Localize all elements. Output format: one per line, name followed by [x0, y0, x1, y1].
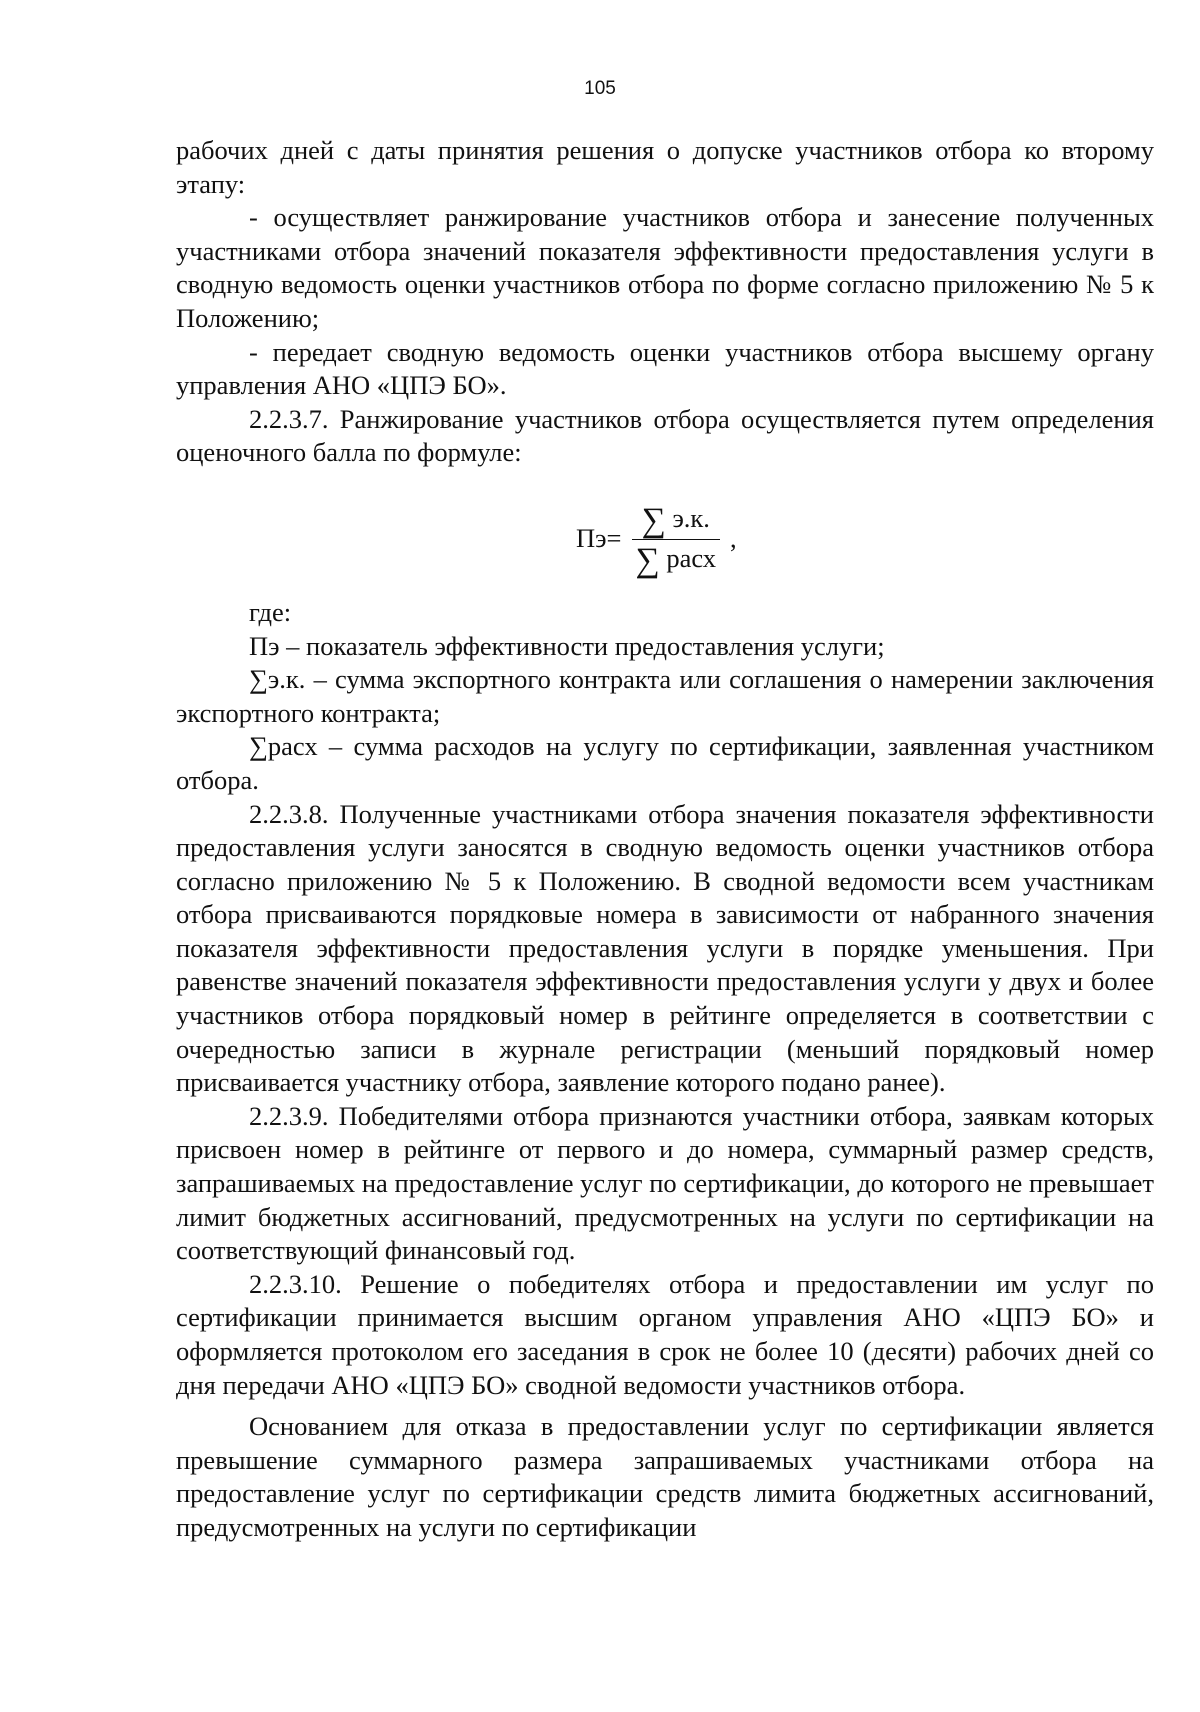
numerator-text: э.к. [672, 502, 710, 533]
paragraph-intro-continuation: рабочих дней с даты принятия решения о допуске участников отбора ко второму этапу: [176, 135, 1154, 199]
formula-denominator [625, 540, 726, 579]
formula-tail: , [730, 523, 737, 554]
denominator-text: расх [666, 542, 717, 573]
formula-lhs: Пэ= [576, 523, 622, 554]
list-item-transfer: - передает сводную ведомость оценки участников отбора высшему органу управления АНО «ЦПЭ БО». [176, 336, 1154, 401]
page-number: 105 [584, 78, 616, 99]
list-item-ranking: - осуществляет ранжирование участников отбора и занесение полученных участниками отбора значений показателя эффективности предоставления услуги в сводную ведомость оценки участников отбора по форме согласно приложению № 5 к Положению; [176, 202, 1154, 333]
definition-pe: Пэ – показатель эффективности предоставления услуги; [249, 630, 885, 661]
paragraph-2-2-3-10: 2.2.3.10. Решение о победителях отбора и предоставлении им услуг по сертификации принимается высшим органом управления АНО «ЦПЭ БО» и оформляется протоколом его заседания в срок не более 10 (десяти) рабочих дней со дня передачи АНО «ЦПЭ БО» сводной ведомости участников отбора. [176, 1268, 1154, 1400]
paragraph-2-2-3-9: 2.2.3.9. Победителями отбора признаются участники отбора, заявкам которых присвоен номер в рейтинге от первого и до номера, суммарный размер средств, запрашиваемых на предоставление услуг по сертификации, до которого не превышает лимит бюджетных ассигнований, предусмотренных на услуги по сертификации на соответствующий финансовый год. [176, 1100, 1154, 1266]
definition-ek-text: – сумма экспортного контракта или соглашения о намерении заключения экспортного контракта; [176, 664, 1154, 728]
efficiency-formula [176, 476, 1154, 594]
where-label: где: [249, 596, 292, 627]
paragraph-2-2-3-8: 2.2.3.8. Полученные участниками отбора значения показателя эффективности предоставления услуги заносятся в сводную ведомость оценки участников отбора согласно приложению № 5 к Положению. В сводной ведомости всем участникам отбора присваиваются порядковые номера в зависимости от набранного значения показателя эффективности предоставления услуги в порядке уменьшения. При равенстве значений показателя эффективности предоставления услуги у двух и более участников отбора порядковый номер в рейтинге определяется в соответствии с очередностью записи в журнале регистрации (меньший порядковый номер присваивается участнику отбора, заявление которого подано ранее). [176, 798, 1154, 1098]
sum-rasx-symbol: ∑расх [249, 731, 318, 762]
definition-rasx-text: – сумма расходов на услугу по сертификации, заявленная участником отбора. [176, 731, 1154, 795]
definition-export-contract [176, 663, 1154, 730]
paragraph-2-2-3-7: 2.2.3.7. Ранжирование участников отбора осуществляется путем определения оценочного балла по формуле: [176, 403, 1154, 468]
sum-ek-symbol: ∑э.к. [249, 664, 306, 695]
formula-fraction [625, 501, 726, 579]
sigma-symbol: ∑ [635, 541, 660, 579]
sigma-symbol: ∑ [641, 501, 666, 539]
definition-expenses [176, 730, 1154, 797]
paragraph-refusal-basis: Основанием для отказа в предоставлении услуг по сертификации является превышение суммарного размера запрашиваемых участниками отбора на предоставление услуг по сертификации средств лимита бюджетных ассигнований, предусмотренных на услуги по сертификации [176, 1411, 1154, 1542]
document-body [176, 134, 1154, 1545]
formula-numerator [632, 502, 720, 540]
